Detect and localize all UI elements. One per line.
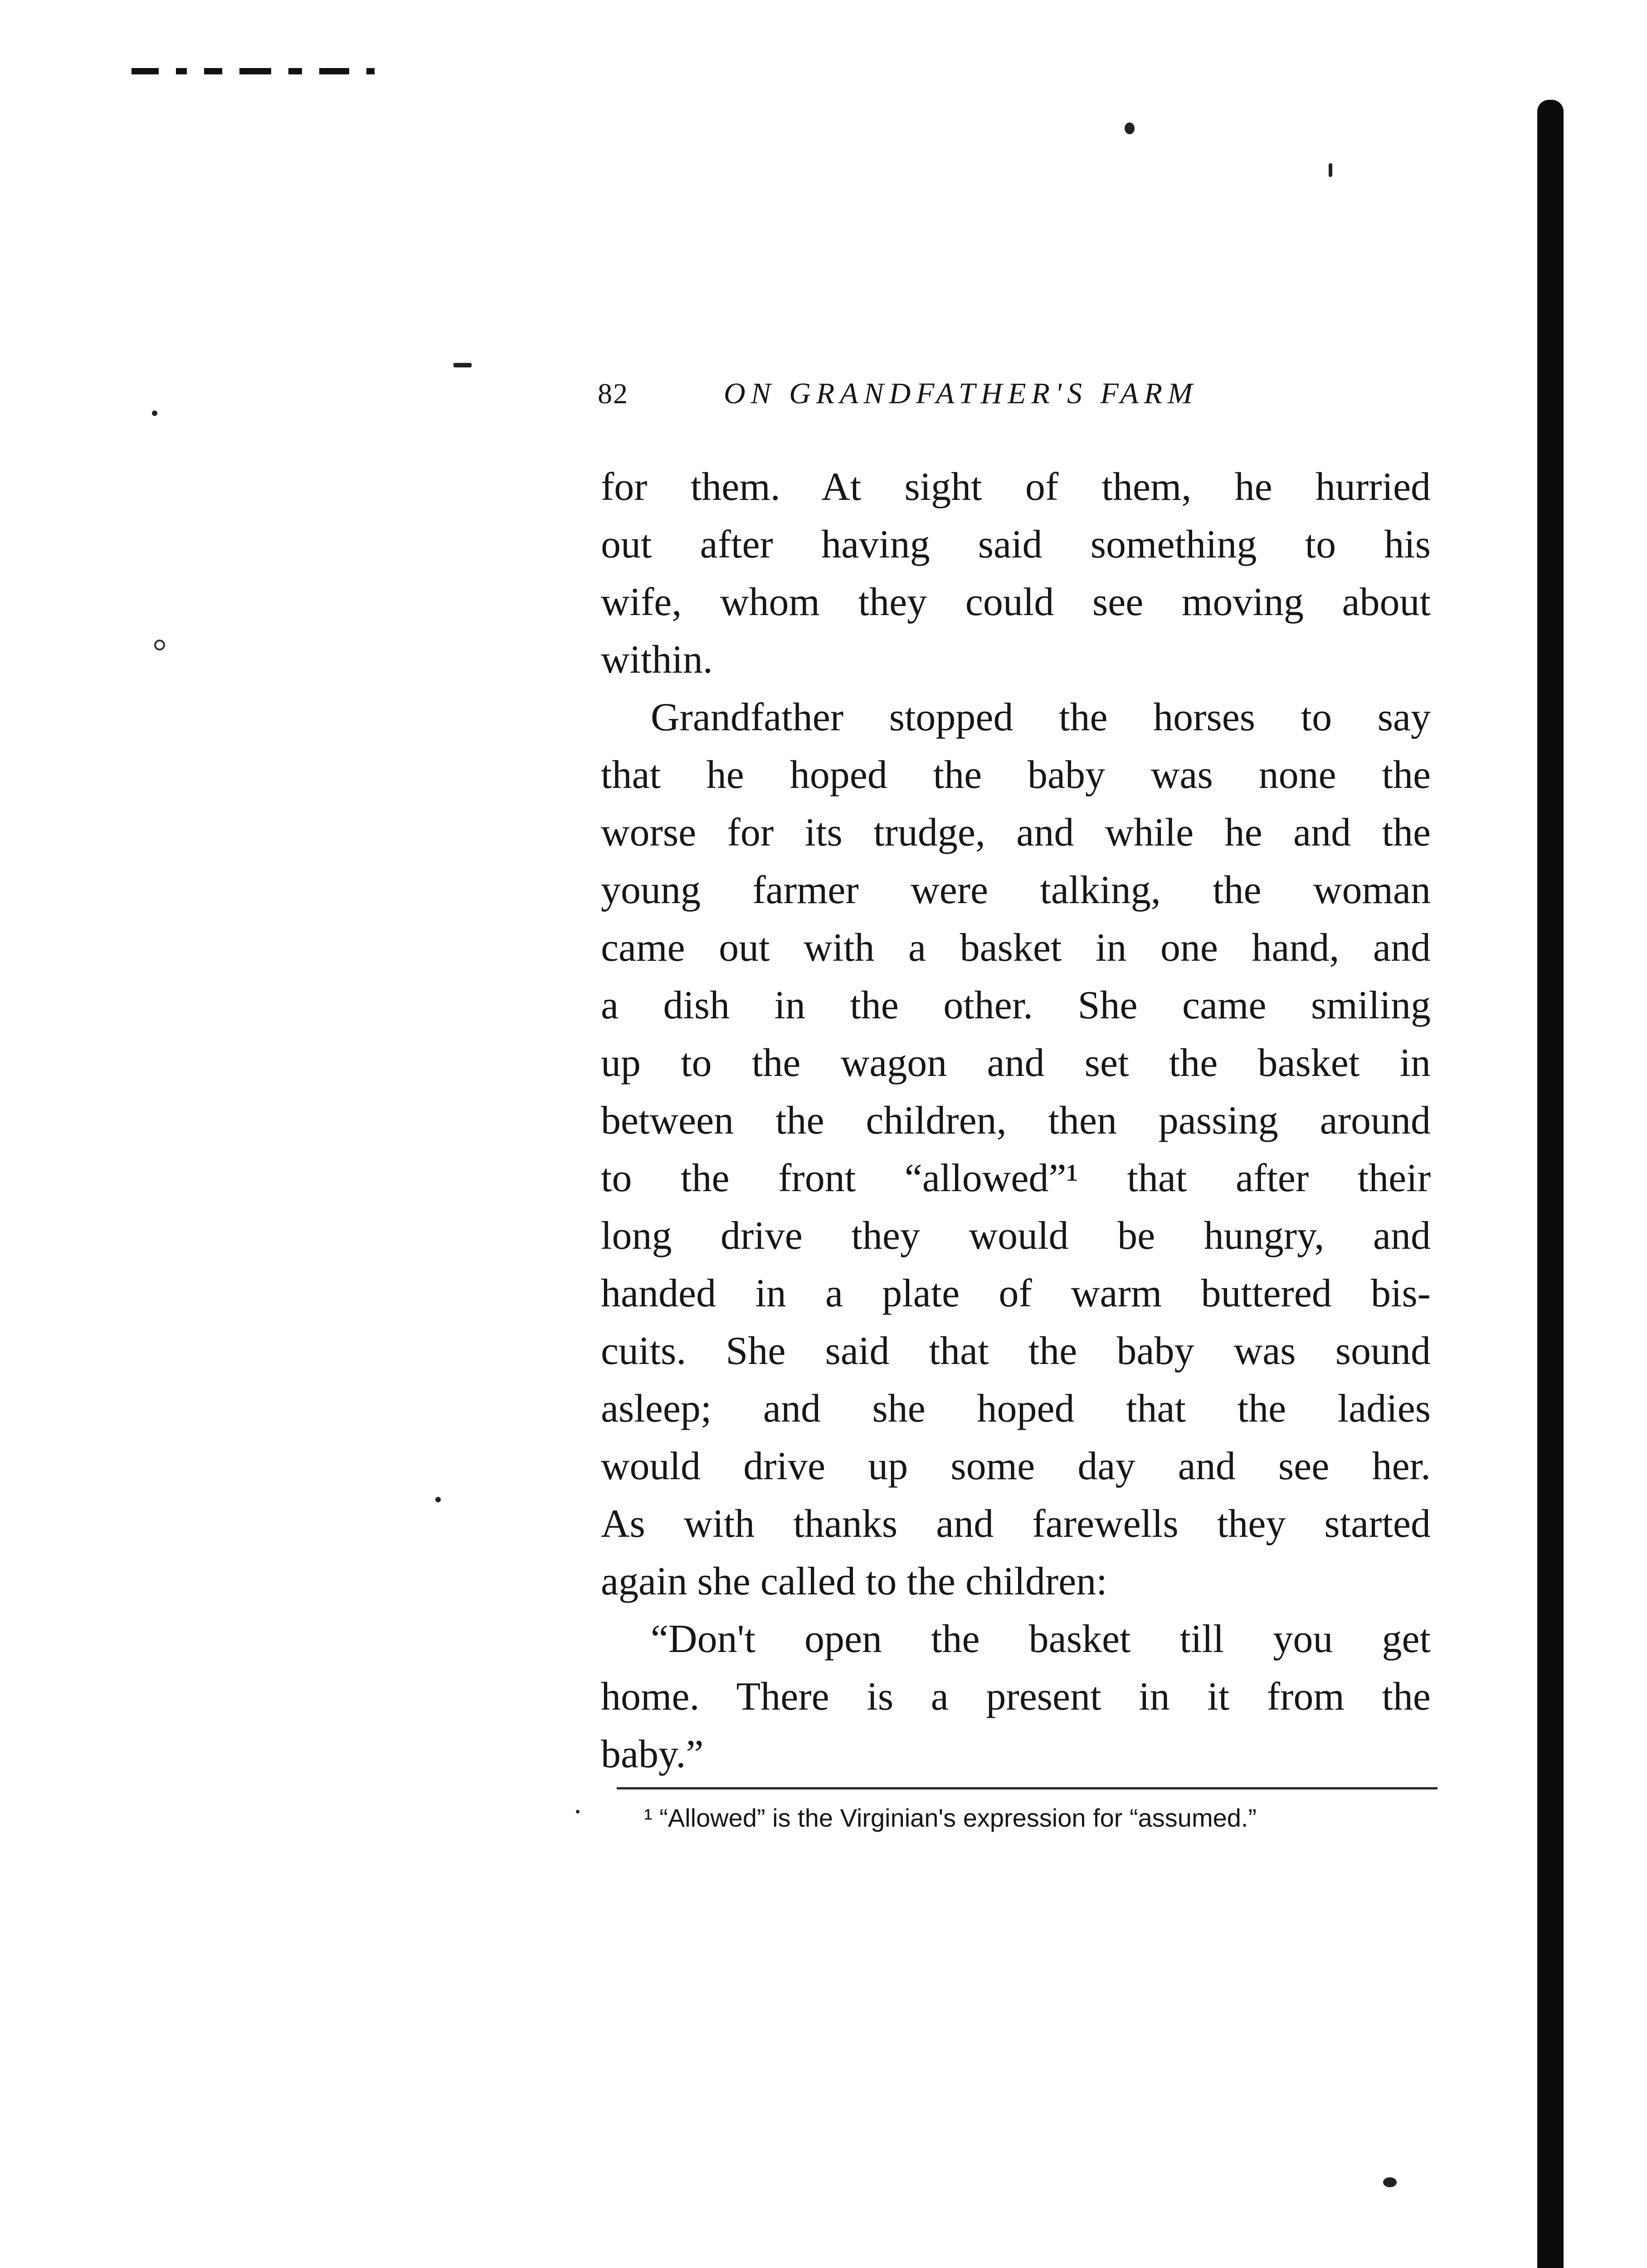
text-line: a dish in the other. She came smiling — [601, 983, 1431, 1027]
text-line: within. — [601, 638, 713, 682]
scan-speck — [453, 363, 472, 367]
text-line: Grandfather stopped the horses to say — [651, 695, 1431, 739]
text-line: would drive up some day and see her. — [601, 1444, 1431, 1488]
text-line: young farmer were talking, the woman — [601, 868, 1431, 912]
text-line: to the front “allowed”¹ that after their — [601, 1156, 1431, 1200]
footnote-rule — [617, 1787, 1437, 1789]
text-line: came out with a basket in one hand, and — [601, 926, 1431, 970]
text-line: long drive they would be hungry, and — [601, 1214, 1431, 1258]
body-text — [601, 458, 1431, 1783]
scan-top-dashes — [132, 68, 375, 75]
scan-speck — [1329, 163, 1332, 177]
footnote: ¹ “Allowed” is the Virginian's expression for “assumed.” — [644, 1804, 1257, 1832]
text-line: As with thanks and farewells they started — [601, 1502, 1431, 1546]
text-line: again she called to the children: — [601, 1559, 1107, 1603]
scan-speck — [154, 640, 165, 650]
text-line: cuits. She said that the baby was sound — [601, 1329, 1431, 1373]
text-line: asleep; and she hoped that the ladies — [601, 1387, 1431, 1431]
text-line: up to the wagon and set the basket in — [601, 1041, 1431, 1085]
text-line: out after having said something to his — [601, 523, 1431, 567]
scan-speck — [1125, 122, 1135, 134]
scan-speck — [576, 1810, 580, 1813]
text-line: handed in a plate of warm buttered bis- — [601, 1271, 1431, 1315]
scan-speck — [1383, 2177, 1397, 2187]
text-line: worse for its trudge, and while he and the — [601, 811, 1431, 855]
scan-speck — [152, 411, 157, 416]
text-line: wife, whom they could see moving about — [601, 580, 1431, 624]
text-line: home. There is a present in it from the — [601, 1675, 1431, 1719]
running-head — [598, 376, 1323, 417]
text-line: that he hoped the baby was none the — [601, 753, 1431, 797]
text-line: between the children, then passing around — [601, 1099, 1431, 1143]
text-line: for them. At sight of them, he hurried — [601, 465, 1431, 509]
page-number: 82 — [598, 377, 629, 410]
scan-speck — [435, 1497, 441, 1502]
scan-edge-shadow — [1537, 100, 1564, 2268]
text-line: baby.” — [601, 1732, 704, 1776]
running-head-title: ON GRANDFATHER'S FARM — [724, 377, 1198, 410]
text-line: “Don't open the basket till you get — [651, 1617, 1431, 1661]
